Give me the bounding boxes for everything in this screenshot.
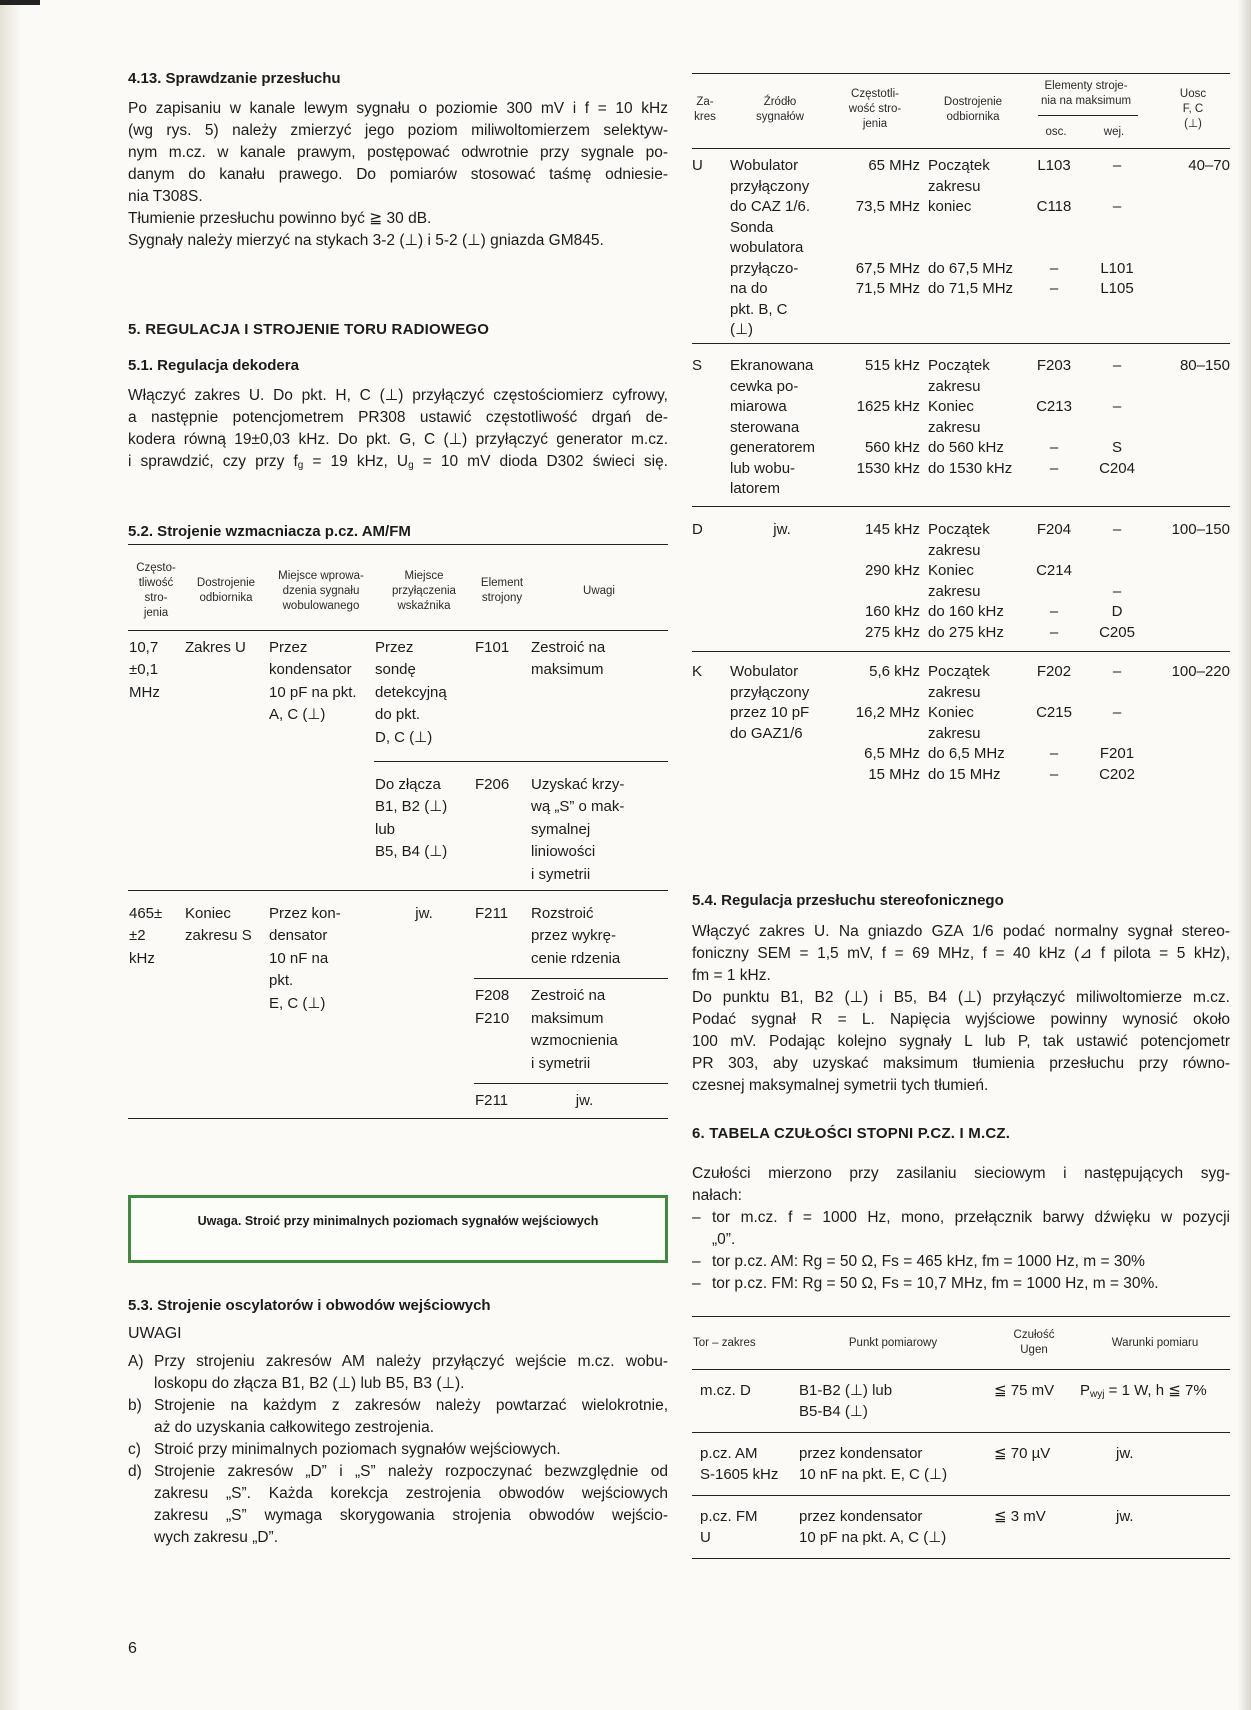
table-cell: S	[692, 357, 703, 374]
note-text: Uwaga. Stroić przy minimalnych poziomach sygnałów wejściowych	[197, 1214, 599, 1228]
table-cell: C202	[1099, 765, 1135, 783]
text-line: loskopu do złącza B1, B2 (⊥) lub B5, B3 (⊥).	[154, 1375, 465, 1392]
table-cell: –	[1112, 357, 1122, 374]
section-6-body	[692, 1163, 1230, 1295]
table-cell: koniec	[928, 198, 972, 215]
table-cell: 560 kHz	[864, 439, 920, 456]
table-cell: Początek zakresu	[928, 663, 990, 701]
table-cell: Początek zakresu	[928, 357, 990, 395]
subscript: wyj	[1090, 1389, 1105, 1400]
table-cell: Rozstroić przez wykrę- cenie rdzenia	[530, 897, 668, 979]
table-cell: jw.	[1080, 1433, 1230, 1496]
oscillator-tuning-table	[692, 73, 1230, 863]
column-header: Źródło sygnałów	[756, 96, 804, 123]
text-line: zakresu „S”. Każda korekcja zestrojenia obwodów wejściowych	[154, 1485, 668, 1502]
table-cell: ≦ 3 mV	[988, 1496, 1080, 1559]
table-row	[692, 1433, 1230, 1496]
text-line: Strojenie na każdym z zakresów należy powtarzać wielokrotnie,	[154, 1397, 668, 1414]
table-cell: do 6,5 MHz	[928, 745, 1005, 762]
text-line: Włączyć zakres U. Do pkt. H, C (⊥) przyłączyć częstościomierz cyfrowy,	[128, 387, 668, 404]
text-line: Strojenie zakresów „D” i „S” należy rozpoczynać bezwzględnie od	[154, 1463, 668, 1480]
table-end-rule	[128, 1119, 668, 1122]
table-cell: do 275 kHz	[928, 623, 1004, 641]
table-cell: Początek zakresu	[928, 157, 990, 195]
table-cell: 290 kHz	[864, 562, 920, 579]
text-line: wych zakresu „D”.	[154, 1529, 279, 1546]
column-header: Czułość Ugen	[988, 1317, 1080, 1370]
column-header: Dostrojenie odbiornika	[943, 96, 1003, 123]
table-cell: 80–150	[1179, 357, 1230, 374]
section-4-13-title: 4.13. Sprawdzanie przesłuchu	[128, 70, 341, 87]
table-top-rule	[692, 73, 1230, 74]
text-line: Po zapisaniu w kanale lewym sygnału o poziomie 300 mV i f = 10 kHz	[128, 100, 668, 117]
table-cell: przez kondensator 10 nF na pkt. E, C (⊥)	[798, 1433, 988, 1496]
table-cell: 1530 kHz	[856, 459, 920, 477]
table-rule	[128, 544, 668, 545]
table-cell: Koniec zakresu	[928, 562, 981, 600]
table-cell: F211	[475, 1091, 509, 1109]
table-cell: –	[1049, 765, 1059, 783]
table-cell: Do złącza B1, B2 (⊥) lub B5, B4 (⊥)	[375, 776, 448, 861]
table-cell: F203	[1036, 357, 1072, 374]
table-cell: Koniec zakresu S	[185, 905, 252, 945]
table-cell: 515 kHz	[864, 357, 920, 374]
table-cell: p.cz. AM S-1605 kHz	[692, 1433, 798, 1496]
column-header: Warunki pomiaru	[1080, 1317, 1230, 1370]
sensitivity-grid	[692, 1316, 1230, 1559]
table-cell: p.cz. FM U	[692, 1496, 798, 1559]
table-cell: jw.	[1080, 1496, 1230, 1559]
table-cell: C118	[1036, 198, 1072, 215]
table-cell: Przez kondensator 10 pF na pkt. A, C (⊥)	[269, 639, 357, 724]
list-marker: d)	[128, 1463, 142, 1480]
header-bottom-rule	[692, 148, 1230, 149]
text-line	[128, 451, 668, 477]
table-cell: do 560 kHz	[928, 439, 1004, 456]
column-header: Punkt pomiarowy	[798, 1317, 988, 1370]
table-cell: 160 kHz	[864, 603, 920, 620]
table-cell: 5,6 kHz	[869, 663, 920, 680]
uwagi-label: UWAGI	[128, 1325, 182, 1342]
table-cell: Zakres U	[185, 639, 246, 656]
text-line: danym do kanału prawego. Do pomiarów stosować taśmę odniesie-	[128, 166, 668, 183]
column-header: Uwagi	[530, 552, 668, 631]
table-cell: –	[1112, 663, 1122, 680]
text-line: tor p.cz. FM: Rg = 50 Ω, Fs = 10,7 MHz, fm = 1000 Hz, m = 30%.	[712, 1275, 1159, 1292]
table-cell: do 160 kHz	[928, 603, 1004, 620]
note-box	[128, 1195, 668, 1263]
table-cell: jw.	[415, 905, 433, 923]
column-header: Miejsce przyłączenia wskaźnika	[374, 552, 474, 631]
table-cell: Wobulator przyłączony przez 10 pF do GAZ1/6	[730, 663, 810, 742]
section-5-4-title: 5.4. Regulacja przesłuchu stereofonicznego	[692, 892, 1004, 909]
table-cell: 145 kHz	[864, 521, 920, 538]
column-header: osc.	[1045, 126, 1067, 138]
text-line: nym m.cz. w kanale prawym, postępować odwrotnie przy sygnale po-	[128, 144, 668, 161]
text-line: Podać sygnał R = L. Napięcia wyjściowe powinny wynosić około	[692, 1011, 1230, 1028]
section-5-1-title: 5.1. Regulacja dekodera	[128, 357, 299, 374]
table-cell: przez kondensator 10 pF na pkt. A, C (⊥)	[798, 1496, 988, 1559]
table-cell: m.cz. D	[692, 1370, 798, 1433]
section-5-title: 5. REGULACJA I STROJENIE TORU RADIOWEGO	[128, 321, 490, 338]
text-line: aż do uzyskania całkowitego zestrojenia.	[154, 1419, 435, 1436]
table-cell: 1625 kHz	[856, 398, 920, 415]
text-fragment: P	[1080, 1382, 1091, 1399]
text-line: Tłumienie przesłuchu powinno być ≧ 30 dB.	[128, 210, 432, 227]
text-fragment: = 19 kHz, U	[303, 453, 409, 470]
section-5-1-body	[128, 385, 668, 477]
corner-mark	[0, 0, 40, 5]
text-line: PR 303, aby uzyskać maksimum tłumienia przesłuchu przy równo-	[692, 1055, 1230, 1072]
table-cell: –	[1112, 157, 1122, 174]
table-cell: do 71,5 MHz	[928, 280, 1014, 297]
table-cell: F211	[474, 897, 530, 979]
list-marker: A)	[128, 1353, 144, 1370]
section-5-2-title: 5.2. Strojenie wzmacniacza p.cz. AM/FM	[128, 523, 411, 540]
table-row	[128, 631, 668, 762]
group-divider	[692, 343, 1230, 344]
column-header: wej.	[1103, 126, 1125, 138]
table-cell: Zestroić na maksimum	[530, 631, 668, 762]
table-cell: Początek zakresu	[928, 521, 990, 559]
column-header: Dostrojenie odbiornika	[184, 552, 268, 631]
table-cell: do 15 MHz	[928, 765, 1001, 783]
page-edge-left	[0, 0, 22, 1710]
column-header: Elementy stroje- nia na maksimum	[1040, 80, 1132, 107]
table-cell	[1080, 1370, 1230, 1433]
column-header: Częstotli- wość stro- jenia	[848, 88, 902, 130]
text-line: Sygnały należy mierzyć na stykach 3-2 (⊥) i 5-2 (⊥) gniazda GM845.	[128, 232, 604, 249]
text-fragment: = 10 mV dioda D302 świeci się.	[413, 453, 668, 470]
header-subrule	[1038, 115, 1138, 116]
table-cell: C214	[1036, 562, 1072, 579]
group-divider	[692, 651, 1230, 652]
table-cell: Przez sondę detekcyjną do pkt. D, C (⊥)	[374, 631, 474, 762]
column-header: Tor – zakres	[692, 1317, 798, 1370]
text-line: foniczny SEM = 1,5 mV, f = 69 MHz, f = 40 kHz (⊿ f pilota = 5 kHz),	[692, 945, 1230, 962]
table-cell: F204	[1036, 521, 1072, 538]
table-cell: do 67,5 MHz	[928, 259, 1014, 277]
table-cell: 65 MHz	[868, 157, 920, 174]
text-line: nałach:	[692, 1187, 742, 1204]
text-line: zakresu „S” wymaga skorygowania strojenia obwodów wejścio-	[154, 1507, 668, 1524]
table-cell: L103	[1037, 157, 1071, 174]
section-5-3-title: 5.3. Strojenie oscylatorów i obwodów wejściowych	[128, 1297, 491, 1314]
table-cell: 16,2 MHz	[855, 704, 920, 721]
table-cell: 10,7 ±0,1 MHz	[129, 639, 160, 701]
section-4-13-body	[128, 98, 668, 252]
table-cell: –	[1049, 439, 1059, 456]
table-cell: Koniec zakresu	[928, 398, 981, 436]
text-line: a następnie potencjometrem PR308 ustawić częstotliwość drgań de-	[128, 409, 668, 426]
if-table	[128, 552, 668, 1121]
table-cell: F202	[1036, 663, 1072, 680]
text-line: (wg rys. 5) należy zmierzyć jego poziom miliwoltomierzem selektyw-	[128, 122, 668, 139]
text-line: Przy strojeniu zakresów AM należy przyłączyć wejście m.cz. wobu-	[154, 1353, 668, 1370]
section-6-title: 6. TABELA CZUŁOŚCI STOPNI P.CZ. I M.CZ.	[692, 1125, 1011, 1142]
text-line: „0”.	[712, 1231, 736, 1248]
subscript: g	[408, 460, 414, 471]
table-cell: D	[692, 521, 703, 538]
table-cell: jw.	[575, 1091, 594, 1109]
table-cell: ≦ 75 mV	[988, 1370, 1080, 1433]
text-line: czesnej maksymalnej symetrii tych tłumień.	[692, 1077, 989, 1094]
table-cell: Wobulator przyłączony do CAZ 1/6. Sonda wobulatora przyłączo- na do pkt. B, C (⊥)	[730, 157, 811, 338]
table-cell: 71,5 MHz	[855, 280, 920, 297]
text-line: kodera równą 19±0,03 kHz. Do pkt. G, C (⊥) przyłączyć generator m.cz.	[128, 431, 668, 448]
table-cell: Zestroić na maksimum wzmocnienia i symetrii	[530, 979, 668, 1084]
text-line: Włączyć zakres U. Na gniazdo GZA 1/6 podać normalny sygnał stereo-	[692, 923, 1230, 940]
bullet-item	[692, 1207, 1230, 1251]
table-cell: C205	[1099, 623, 1135, 641]
table-cell: 275 kHz	[864, 623, 920, 641]
table-cell: –	[1112, 582, 1122, 600]
table-cell: –	[1049, 745, 1059, 762]
table-cell: –	[1049, 603, 1059, 620]
text-line: fm = 1 kHz.	[692, 967, 771, 984]
table-cell: S	[1111, 439, 1122, 456]
table-cell: D	[1111, 603, 1123, 620]
list-marker: b)	[128, 1397, 142, 1414]
list-item	[128, 1439, 668, 1461]
table-cell: U	[692, 157, 703, 174]
table-cell: 465± ±2 kHz	[129, 905, 163, 967]
table-cell: 100–150	[1171, 521, 1230, 538]
table-cell: ≦ 70 µV	[988, 1433, 1080, 1496]
table-cell: C204	[1099, 459, 1135, 477]
header-row	[692, 1317, 1230, 1370]
notes-list	[128, 1351, 668, 1549]
table-cell: 15 MHz	[868, 765, 920, 783]
page-number: 6	[128, 1640, 137, 1657]
table-row	[692, 1370, 1230, 1433]
table-cell: –	[1112, 398, 1122, 415]
text-line: Do punktu B1, B2 (⊥) i B5, B4 (⊥) przyłączyć miliwoltomierze m.cz.	[692, 989, 1230, 1006]
text-line: Czułości mierzono przy zasilaniu sieciowym i następujących syg-	[692, 1165, 1230, 1182]
table-cell: 67,5 MHz	[855, 259, 920, 277]
table-cell: K	[692, 663, 703, 680]
header-row	[128, 552, 668, 631]
table-cell: do 1530 kHz	[928, 459, 1013, 477]
text-line: 100 mV. Podając kolejno sygnały L lub P, tak ustawić potencjometr	[692, 1033, 1230, 1050]
column-header: Element strojony	[474, 552, 530, 631]
table-cell: –	[1112, 521, 1122, 538]
text-line: tor p.cz. AM: Rg = 50 Ω, Fs = 465 kHz, fm = 1000 Hz, m = 30%	[712, 1253, 1145, 1270]
table-cell: Koniec zakresu	[928, 704, 981, 742]
list-item	[128, 1351, 668, 1395]
page-edge-right	[1237, 0, 1251, 1710]
bullet-dash: –	[692, 1275, 701, 1292]
table-cell: Uzyskać krzy- wą „S” o mak- symalnej liniowości i symetrii	[531, 776, 625, 883]
table-cell: jw.	[773, 521, 791, 538]
if-tuning-table	[128, 552, 668, 1121]
table-cell: 100–220	[1171, 663, 1230, 680]
table-cell: F206	[475, 776, 510, 794]
text-fragment: = 1 W, h ≦ 7%	[1104, 1382, 1207, 1399]
list-item	[128, 1461, 668, 1549]
table-cell: L105	[1100, 280, 1134, 297]
table-cell: –	[1049, 259, 1059, 277]
list-marker: c)	[128, 1441, 141, 1458]
text-line: Stroić przy minimalnych poziomach sygnałów wejściowych.	[154, 1441, 561, 1458]
table-cell: L101	[1100, 259, 1134, 277]
table-cell: –	[1049, 280, 1059, 297]
table-cell: F201	[1099, 745, 1135, 762]
column-header: Często- tliwość stro- jenia	[128, 552, 184, 631]
column-header: Miejsce wprowa- dzenia sygnału wobulowanego	[268, 552, 374, 631]
table-row	[128, 897, 668, 979]
table-cell: 6,5 MHz	[864, 745, 920, 762]
subscript: g	[297, 460, 304, 471]
text-line: tor m.cz. f = 1000 Hz, mono, przełącznik barwy dźwięku w pozycji	[712, 1209, 1230, 1226]
sensitivity-table	[692, 1316, 1230, 1559]
bullet-dash: –	[692, 1253, 701, 1270]
table-cell: F101	[474, 631, 530, 762]
section-5-4-body	[692, 921, 1230, 1097]
column-header: Uosc F, C (⊥)	[1179, 88, 1207, 130]
column-header: Za- kres	[694, 96, 716, 123]
bullet-dash: –	[692, 1209, 701, 1226]
table-cell: C215	[1036, 704, 1072, 721]
table-cell: Ekranowana cewka po- miarowa sterowana generatorem lub wobu- latorem	[730, 357, 816, 497]
list-item	[128, 1395, 668, 1439]
bullet-item	[692, 1251, 1230, 1273]
table-cell: 73,5 MHz	[855, 198, 920, 215]
table-cell: –	[1112, 198, 1122, 215]
table-cell: –	[1049, 623, 1059, 641]
table-cell: Przez kon- densator 10 nF na pkt. E, C (⊥)	[269, 905, 341, 1012]
table-cell: F208 F210	[474, 979, 530, 1084]
text-line: nia T308S.	[128, 188, 203, 205]
text-fragment: i sprawdzić, czy przy f	[128, 453, 298, 470]
table-row	[692, 1496, 1230, 1559]
table-cell: 40–70	[1188, 157, 1230, 174]
group-divider	[692, 506, 1230, 507]
table-cell: –	[1112, 704, 1122, 721]
table-cell: –	[1049, 459, 1059, 477]
table-cell: C213	[1036, 398, 1072, 415]
bullet-item	[692, 1273, 1230, 1295]
table-cell: B1-B2 (⊥) lub B5-B4 (⊥)	[798, 1370, 988, 1433]
